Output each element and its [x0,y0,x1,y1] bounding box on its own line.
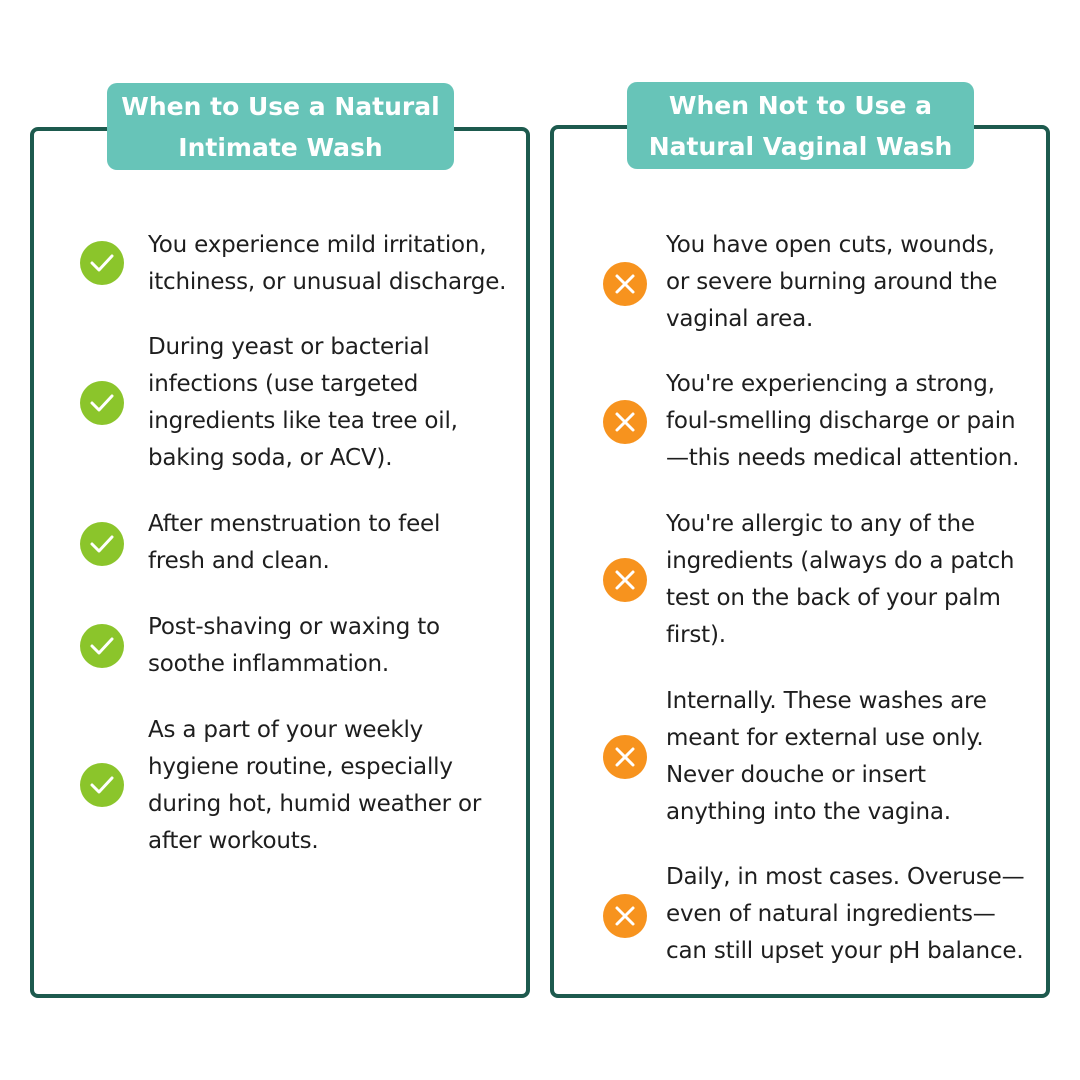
when-not-to-use-item-4: Internally. These washes are meant for external use only. Never douche or insert anything into the vagina. [666,688,987,825]
when-to-use-title: When to Use a Natural Intimate Wash [107,83,454,170]
when-to-use-item-2: During yeast or bacterial infections (use targeted ingredients like tea tree oil, baking soda, or ACV). [148,334,458,471]
when-not-to-use-item-2: You're experiencing a strong, foul-smelling discharge or pain —this needs medical attention. [666,371,1020,471]
cross-icon [603,558,647,602]
cross-icon [603,400,647,444]
when-to-use-item-5: As a part of your weekly hygiene routine, especially during hot, humid weather or after workouts. [148,717,482,854]
cross-icon [603,735,647,779]
cross-icon [603,894,647,938]
check-icon [80,624,124,668]
check-icon [80,763,124,807]
cross-icon [603,262,647,306]
when-to-use-item-3: After menstruation to feel fresh and clean. [148,511,441,574]
check-icon [80,241,124,285]
check-icon [80,522,124,566]
when-not-to-use-item-1: You have open cuts, wounds, or severe burning around the vaginal area. [666,232,998,332]
when-not-to-use-item-3: You're allergic to any of the ingredients (always do a patch test on the back of your palm first). [666,511,1015,648]
when-not-to-use-item-5: Daily, in most cases. Overuse— even of natural ingredients— can still upset your pH balance. [666,864,1025,964]
when-to-use-item-1: You experience mild irritation, itchiness, or unusual discharge. [148,232,507,295]
check-icon [80,381,124,425]
when-not-to-use-title: When Not to Use a Natural Vaginal Wash [627,82,974,169]
when-to-use-item-4: Post-shaving or waxing to soothe inflammation. [148,614,440,677]
